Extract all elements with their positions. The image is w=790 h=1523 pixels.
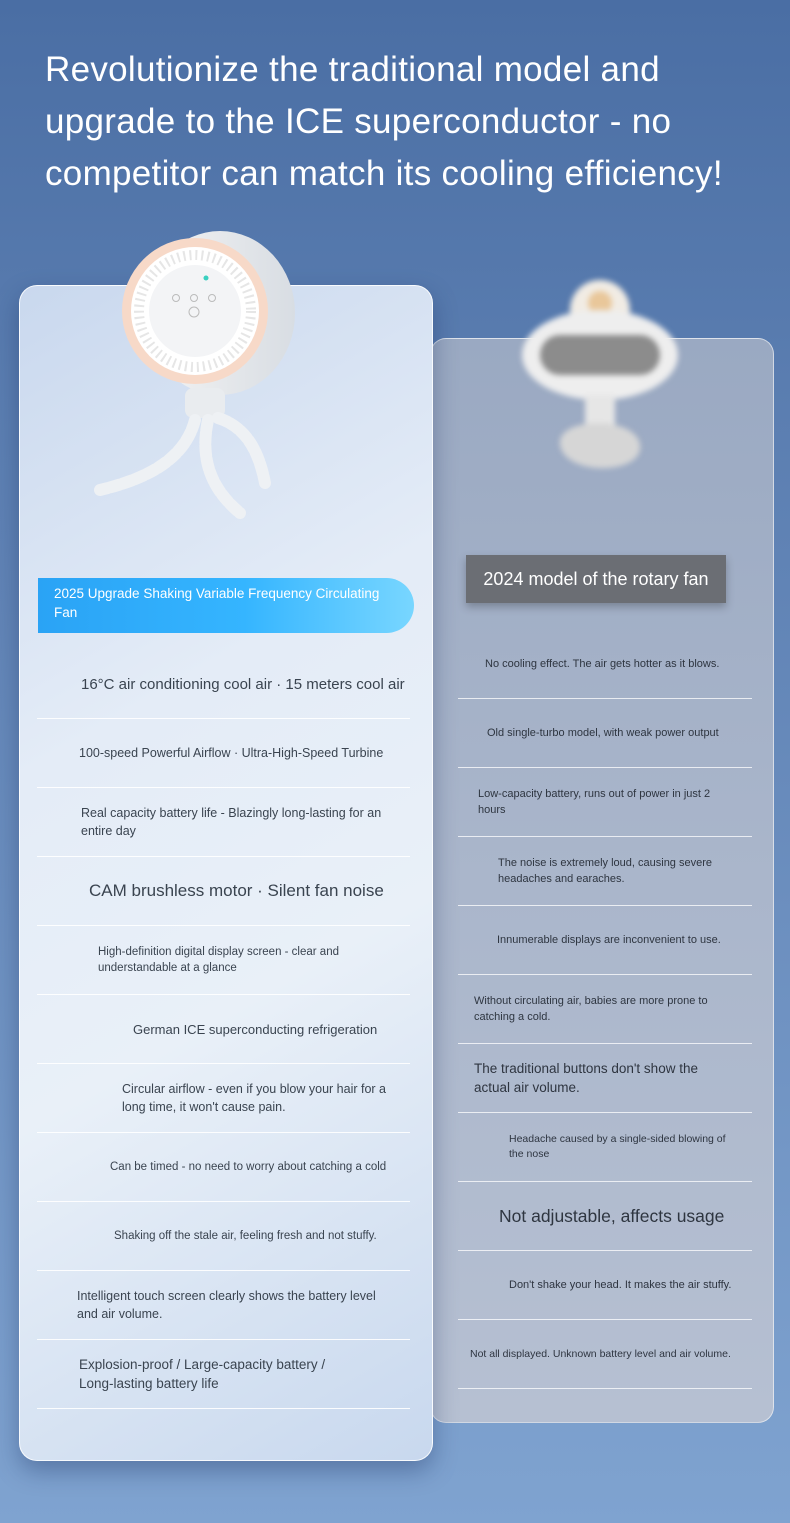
- drawback-row: [458, 768, 752, 837]
- drawback-row: [458, 906, 752, 975]
- old-model-label: 2024 model of the rotary fan: [466, 555, 726, 603]
- feature-text: Intelligent touch screen clearly shows the battery level and air volume.: [77, 1289, 376, 1321]
- drawback-row: [458, 837, 752, 906]
- feature-row: [37, 1064, 410, 1133]
- new-model-feature-list: [37, 650, 410, 1409]
- drawback-row: [458, 1044, 752, 1113]
- drawback-row: [458, 1251, 752, 1320]
- feature-row: [37, 1271, 410, 1340]
- drawback-row: [458, 1182, 752, 1251]
- feature-text: CAM brushless motor · Silent fan noise: [89, 881, 384, 900]
- new-fan-image: [90, 228, 310, 528]
- feature-row: [37, 857, 410, 926]
- feature-text: German ICE superconducting refrigeration: [133, 1021, 378, 1037]
- feature-row: [37, 926, 410, 995]
- drawback-row: [458, 1113, 752, 1182]
- drawback-text: Low-capacity battery, runs out of power in just 2 hours: [478, 788, 711, 816]
- drawback-text: The traditional buttons don't show the actual air volume.: [474, 1061, 698, 1095]
- feature-row: [37, 719, 410, 788]
- feature-row: [37, 650, 410, 719]
- old-fan-image: [515, 275, 685, 495]
- old-model-drawback-list: [458, 630, 752, 1389]
- drawback-text: No cooling effect. The air gets hotter as it blows.: [485, 658, 720, 670]
- drawback-text: Without circulating air, babies are more prone to catching a cold.: [474, 995, 708, 1023]
- drawback-text: Don't shake your head. It makes the air stuffy.: [509, 1279, 732, 1291]
- feature-text: 100-speed Powerful Airflow · Ultra-High-Speed Turbine: [79, 746, 384, 760]
- feature-text: High-definition digital display screen - clear and understandable at a glance: [98, 946, 339, 974]
- drawback-row: [458, 975, 752, 1044]
- drawback-text: The noise is extremely loud, causing severe headaches and earaches.: [498, 857, 712, 885]
- drawback-text: Innumerable displays are inconvenient to use.: [497, 934, 721, 946]
- feature-row: [37, 1340, 410, 1409]
- feature-text: Circular airflow - even if you blow your hair for a long time, it won't cause pain.: [122, 1082, 386, 1114]
- drawback-row: [458, 630, 752, 699]
- new-model-label: 2025 Upgrade Shaking Variable Frequency Circulating Fan: [38, 578, 414, 633]
- feature-row: [37, 1133, 410, 1202]
- feature-text: Real capacity battery life - Blazingly long-lasting for an entire day: [81, 806, 382, 838]
- feature-text: Can be timed - no need to worry about catching a cold: [110, 1161, 387, 1173]
- drawback-text: Not all displayed. Unknown battery level and air volume.: [470, 1348, 731, 1360]
- drawback-row: [458, 1320, 752, 1389]
- feature-row: [37, 995, 410, 1064]
- drawback-row: [458, 699, 752, 768]
- feature-row: [37, 788, 410, 857]
- drawback-text: Old single-turbo model, with weak power output: [487, 727, 719, 739]
- drawback-text: Headache caused by a single-sided blowing of the nose: [509, 1133, 726, 1160]
- feature-text: 16°C air conditioning cool air · 15 meters cool air: [81, 675, 405, 693]
- headline: Revolutionize the traditional model and upgrade to the ICE superconductor - no competitor can match its cooling efficiency!: [45, 50, 723, 193]
- feature-text: Explosion-proof / Large-capacity battery / Long-lasting battery life: [79, 1357, 326, 1391]
- drawback-text: Not adjustable, affects usage: [499, 1205, 725, 1226]
- feature-row: [37, 1202, 410, 1271]
- feature-text: Shaking off the stale air, feeling fresh and not stuffy.: [114, 1230, 377, 1242]
